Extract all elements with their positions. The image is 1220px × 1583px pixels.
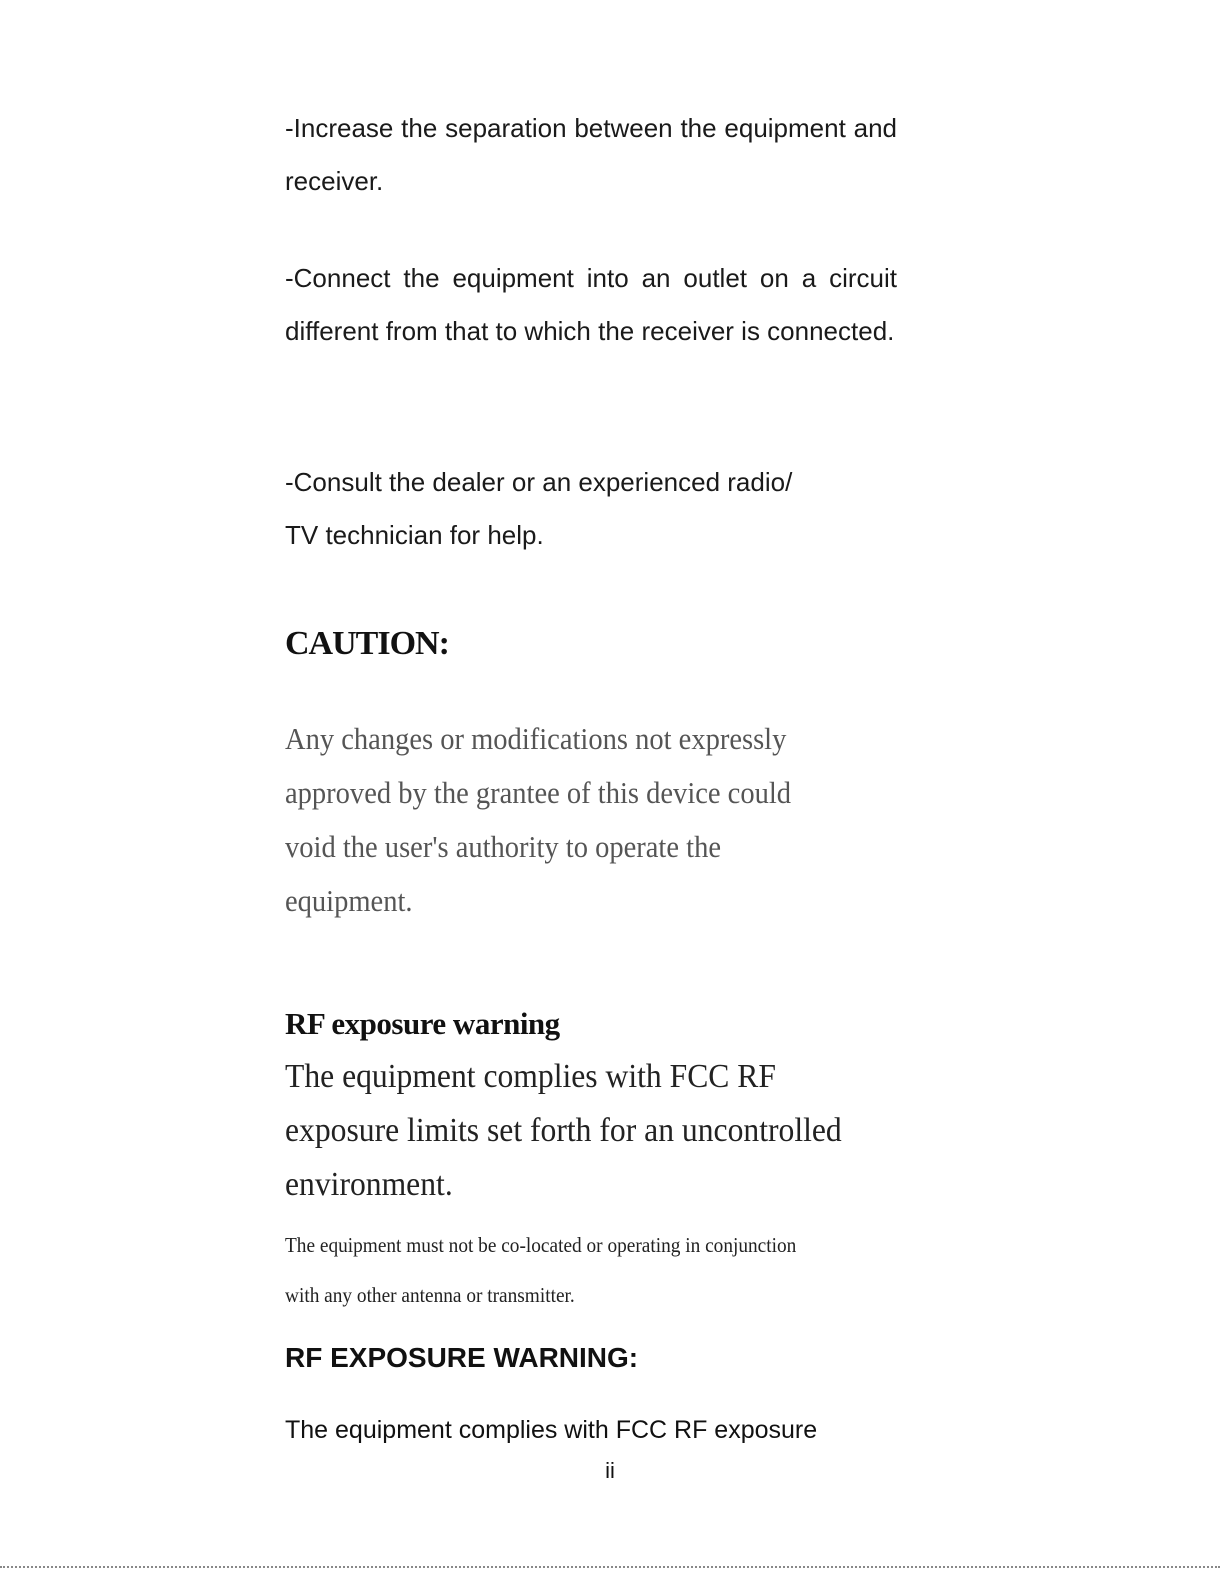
- paragraph-text: -Increase the separation between the equipment and receiver.: [285, 113, 897, 196]
- rf-warning-caps-body: [285, 1410, 925, 1450]
- rf-warning-heading: RF exposure warning: [285, 1006, 560, 1041]
- paragraph-outlet: [285, 252, 897, 358]
- rf-warning-body: [285, 1050, 897, 1212]
- rf-warning-caps-heading: RF EXPOSURE WARNING:: [285, 1342, 639, 1373]
- rf-warning-line: environment.: [285, 1166, 453, 1203]
- rf-warning-caps-line: The equipment complies with FCC RF exposure: [285, 1416, 818, 1444]
- caution-body: [285, 712, 897, 928]
- paragraph-text: -Connect the equipment into an outlet on a circuit different from that to which the receiver is connected.: [285, 263, 897, 346]
- paragraph-separation: [285, 102, 897, 208]
- caution-line: equipment.: [285, 883, 413, 918]
- page-number: ii: [605, 1458, 615, 1483]
- rf-warning-line: exposure limits set forth for an uncontrolled: [285, 1112, 842, 1149]
- rf-warning-note: [285, 1220, 897, 1320]
- rf-warning-section: [285, 1004, 897, 1044]
- caution-heading: CAUTION:: [285, 625, 449, 662]
- paragraph-consult: [285, 456, 925, 562]
- caution-line: Any changes or modifications not expressly: [285, 721, 787, 756]
- paragraph-line: -Consult the dealer or an experienced radio/: [285, 467, 793, 497]
- caution-line: void the user's authority to operate the: [285, 829, 721, 864]
- caution-section: [285, 624, 897, 664]
- rf-warning-line: The equipment complies with FCC RF: [285, 1058, 776, 1095]
- paragraph-line: TV technician for help.: [285, 520, 544, 550]
- rf-warning-caps-section: [285, 1338, 897, 1378]
- caution-line: approved by the grantee of this device could: [285, 775, 792, 810]
- rf-warning-note-line: with any other antenna or transmitter.: [285, 1283, 575, 1307]
- rf-warning-note-line: The equipment must not be co-located or operating in conjunction: [285, 1233, 797, 1257]
- footer-divider: [0, 1566, 1220, 1568]
